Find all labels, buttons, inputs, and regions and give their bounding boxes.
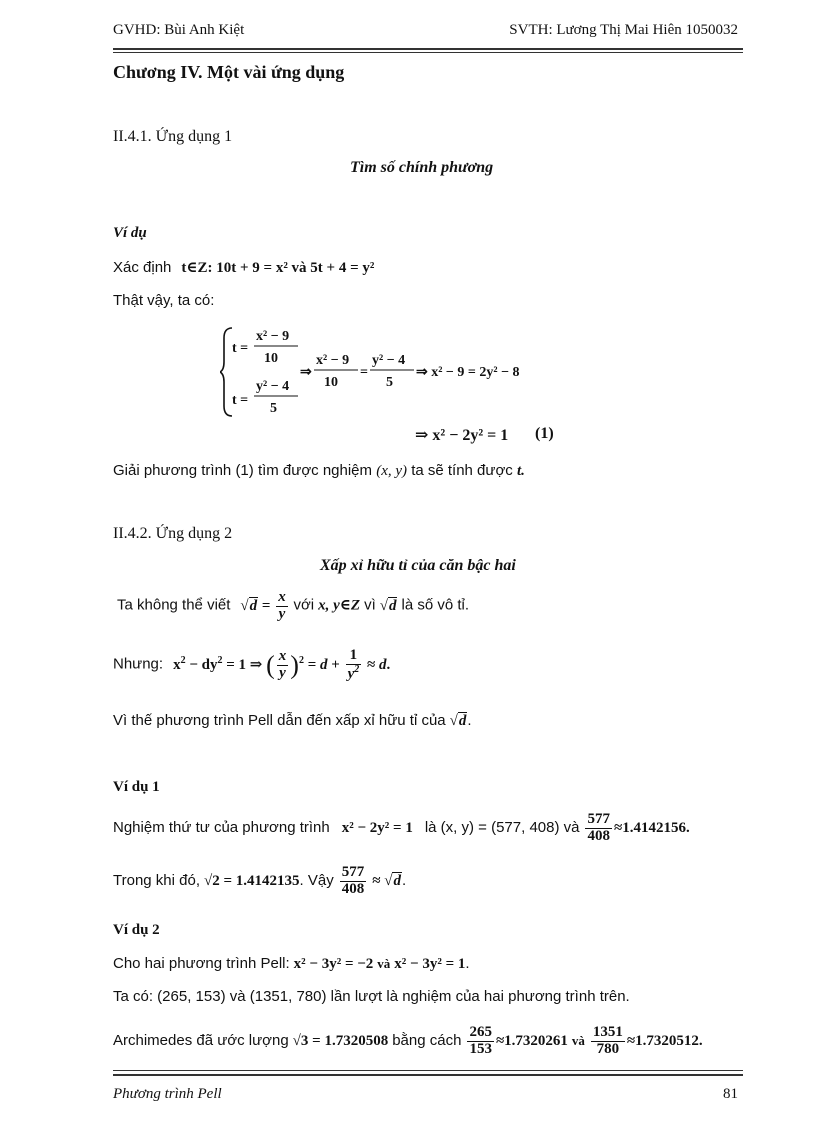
ex1-a: Nghiệm thứ tư của phương trình xyxy=(113,818,330,836)
svg-text:10: 10 xyxy=(324,375,338,390)
pell-leads-line: Vì thế phương trình Pell dẫn đến xấp xỉ hữu tỉ của √d. xyxy=(113,712,472,729)
sqrt-d: √d xyxy=(240,597,258,614)
example2-line1: Cho hai phương trình Pell: x² − 3y² = −2 và x² − 3y² = 1. xyxy=(113,955,470,972)
footer-title: Phương trình Pell xyxy=(113,1086,222,1102)
example2-label: Ví dụ 2 xyxy=(113,922,160,938)
ex1-d: . Vậy xyxy=(299,871,334,889)
example1-line1 xyxy=(113,812,690,845)
ex2-d: bằng cách xyxy=(392,1031,462,1049)
result-equation: ⇒ x² − 2y² = 1 xyxy=(415,427,509,444)
ex2-f1-num: 265 xyxy=(469,1024,492,1040)
ex1-b: là (x, y) = (577, 408) và xyxy=(424,818,580,836)
cannot-write-line: Ta không thể viết √d = $\frac{x}{y}$ với x, y∈Z vì √d là số vô tỉ. xyxy=(117,589,470,622)
but-line: Nhưng: $x^2 - dy^2 = 1$ ⇒ ( $\frac{x}{y}$ )$^2$ = d + $\frac{1}{y^2}$ ≈ d. xyxy=(113,647,391,682)
svg-text:t =: t = xyxy=(232,393,249,408)
ex1-val: ≈1.4142156. xyxy=(613,819,690,836)
svg-text:⇒: ⇒ xyxy=(300,365,312,380)
ex1-c: Trong khi đó, xyxy=(113,871,200,889)
system-graphic xyxy=(220,322,560,422)
ex2-a: Cho hai phương trình Pell: xyxy=(113,955,290,972)
conclusion-line xyxy=(113,462,525,480)
determine-math: t∈Z: 10t + 9 = x² và 5t + 4 = y² xyxy=(181,260,375,276)
header-advisor: GVHD: Bùi Anh Kiệt xyxy=(113,22,245,38)
ex2-and: và xyxy=(377,956,391,971)
indeed-text: Thật vậy, ta có: xyxy=(113,292,215,309)
ex2-sqrt3: √3 = 1.7320508 xyxy=(292,1032,389,1049)
example1-line2: Trong khi đó, √2 = 1.4142135. Vậy $\frac{577}{408}$ ≈ √d. xyxy=(113,864,407,897)
svg-text:5: 5 xyxy=(270,401,277,416)
ex2-f2-num: 1351 xyxy=(592,1024,623,1040)
example1-label: Ví dụ 1 xyxy=(113,779,160,795)
ex1-den: 408 xyxy=(587,827,610,844)
svg-text:⇒ x² − 9 = 2y² − 8: ⇒ x² − 9 = 2y² − 8 xyxy=(416,365,520,380)
equation-system xyxy=(220,322,560,427)
result-label: (1) xyxy=(535,425,554,442)
section-heading-2: II.4.2. Ứng dụng 2 xyxy=(113,525,233,542)
footer-rule-thin xyxy=(113,1070,743,1071)
example-label: Ví dụ xyxy=(113,225,147,241)
line1-d: vì xyxy=(364,596,376,614)
ex1-eq: x² − 2y² = 1 xyxy=(341,819,413,836)
section-heading-1: II.4.1. Ứng dụng 1 xyxy=(113,128,233,145)
svg-text:t =: t = xyxy=(232,341,249,356)
svg-text:=: = xyxy=(360,365,368,380)
conclusion-text-b: ta sẽ tính được xyxy=(411,462,513,479)
section-subtitle-1: Tìm số chính phương xyxy=(350,159,494,176)
svg-text:y² − 4: y² − 4 xyxy=(256,379,290,394)
ex2-eq1: x² − 3y² = −2 xyxy=(293,956,374,972)
ex2-f1-den: 153 xyxy=(469,1040,492,1057)
header-rule-thin xyxy=(113,52,743,53)
header-student: SVTH: Lương Thị Mai Hiên 1050032 xyxy=(509,22,738,38)
determine-line xyxy=(113,258,374,277)
line1-e: là số vô tỉ. xyxy=(401,596,470,614)
conclusion-text-a: Giải phương trình (1) tìm được nghiệm xyxy=(113,462,373,479)
ex1-num: 577 xyxy=(587,811,610,827)
example2-line2: Ta có: (265, 153) và (1351, 780) lần lượt là nghiệm của hai phương trình trên. xyxy=(113,988,630,1005)
svg-text:10: 10 xyxy=(264,351,278,366)
line1-c: x, y∈Z xyxy=(318,597,361,614)
conclusion-pair: (x, y) xyxy=(376,463,408,479)
ex2-eq2: x² − 3y² = 1 xyxy=(394,956,466,972)
determine-text: Xác định xyxy=(113,259,172,276)
ex2-f2-val: ≈1.7320512. xyxy=(626,1032,703,1049)
ex2-c: Archimedes đã ước lượng xyxy=(113,1031,289,1049)
svg-text:x² − 9: x² − 9 xyxy=(316,353,350,368)
ex2-f2-den: 780 xyxy=(596,1040,620,1057)
conclusion-var: t. xyxy=(516,463,525,479)
sqrt-d-2: √d xyxy=(379,597,397,614)
header-rule xyxy=(113,48,743,50)
ex1-sqrt2: √2 = 1.4142135 xyxy=(204,872,300,889)
svg-text:y² − 4: y² − 4 xyxy=(372,353,406,368)
line2-a: Nhưng: xyxy=(113,655,164,673)
svg-text:x² − 9: x² − 9 xyxy=(256,329,290,344)
line1-a: Ta không thể viết xyxy=(117,596,231,614)
example2-line3: Archimedes đã ước lượng √3 = 1.7320508 bằng cách $\frac{265}{153}$ ≈1.7320261 và $\frac{1351}{780}$ ≈1.7320512. xyxy=(113,1024,703,1057)
page-number: 81 xyxy=(723,1086,738,1102)
line1-b: với xyxy=(293,596,315,614)
svg-text:5: 5 xyxy=(386,375,393,390)
section-subtitle-2: Xấp xỉ hữu tỉ của căn bậc hai xyxy=(320,557,516,574)
ex2-f1-val: ≈1.7320261 xyxy=(495,1032,568,1049)
chapter-title: Chương IV. Một vài ứng dụng xyxy=(113,62,345,82)
line3-a: Vì thế phương trình Pell dẫn đến xấp xỉ hữu tỉ của xyxy=(113,712,446,729)
footer-rule xyxy=(113,1074,743,1076)
